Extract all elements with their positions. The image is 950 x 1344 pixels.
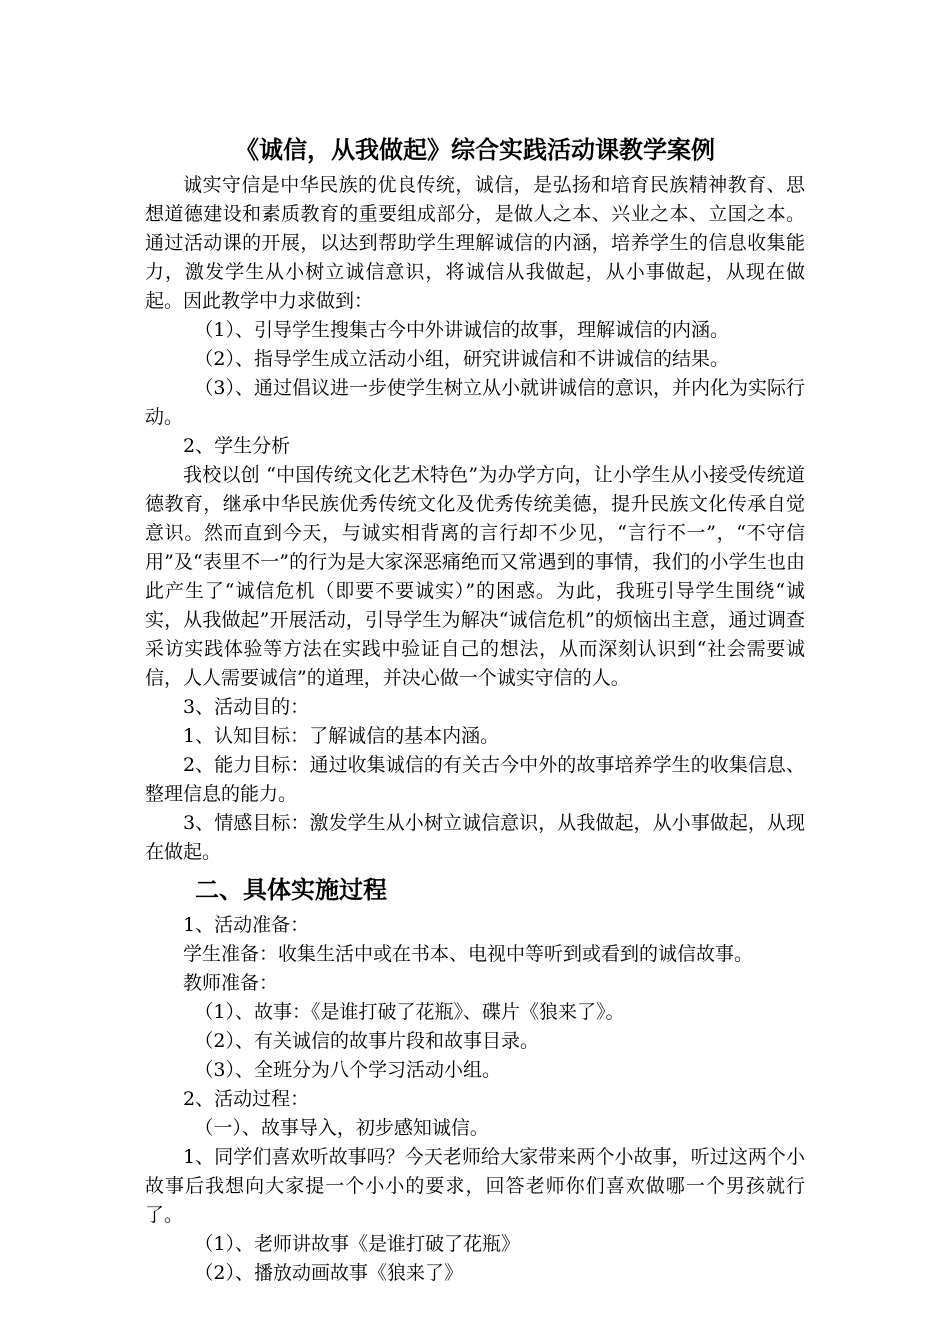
activity-preparation-heading: 1、活动准备： xyxy=(183,914,310,936)
ability-goal: 2、能力目标：通过收集诚信的有关古今中外的故事培养学生的收集信息、整理信息的能力。 xyxy=(145,754,805,805)
objective-item-2: （2）、指导学生成立活动小组，研究讲诚信和不讲诚信的结果。 xyxy=(194,348,729,370)
teacher-preparation-item-3: （3）、全班分为八个学习活动小组。 xyxy=(194,1059,501,1081)
objective-item-3: （3）、通过倡议进一步使学生树立从小就讲诚信的意识，并内化为实际行动。 xyxy=(145,377,805,428)
intro-paragraph: 诚实守信是中华民族的优良传统，诚信，是弘扬和培育民族精神教育、思想道德建设和素质教育的重要组成部分，是做人之本、兴业之本、立国之本。通过活动课的开展，以达到帮助学生理解诚信的内涵，培养学生的信息收集能力，激发学生从小树立诚信意识，将诚信从我做起，从小事做起，从现在做起。因此教学中力求做到： xyxy=(145,174,805,312)
document-title: 《诚信，从我做起》综合实践活动课教学案例 xyxy=(235,136,715,164)
activity-process-heading: 2、活动过程： xyxy=(183,1088,310,1110)
emotional-goal: 3、情感目标：激发学生从小树立诚信意识，从我做起，从小事做起，从现在做起。 xyxy=(145,812,805,863)
activity-goal-heading: 3、活动目的： xyxy=(183,696,310,718)
story-item-2: （2）、播放动画故事《狼来了》 xyxy=(194,1262,463,1284)
process-step-one: （一）、故事导入，初步感知诚信。 xyxy=(194,1117,489,1139)
student-preparation: 学生准备：收集生活中或在书本、电视中等听到或看到的诚信故事。 xyxy=(183,943,754,965)
teacher-preparation-item-1: （1）、故事：《是谁打破了花瓶》、碟片《狼来了》。 xyxy=(194,1001,625,1023)
story-item-1: （1）、老师讲故事《是谁打破了花瓶》 xyxy=(194,1233,520,1255)
objective-item-1: （1）、引导学生搜集古今中外讲诚信的故事，理解诚信的内涵。 xyxy=(194,319,729,341)
student-analysis-paragraph: 我校以创 “中国传统文化艺术特色”为办学方向，让小学生从小接受传统道德教育，继承中华民族优秀传统文化及优秀传统美德，提升民族文化传承自觉意识。然而直到今天，与诚实相背离的言行却不少见，“言行不一”，“不守信用”及“表里不一”的行为是大家深恶痛绝而又常遇到的事情，我们的小学生也由此产生了“诚信危机（即要不要诚实）”的困惑。为此，我班引导学生围绕“诚实，从我做起”开展活动，引导学生为解决“诚信危机”的烦恼出主意，通过调查采访实践体验等方法在实践中验证自己的想法，从而深刻认识到“社会需要诚信，人人需要诚信”的道理，并决心做一个诚实守信的人。 xyxy=(145,464,805,689)
teacher-preparation-heading: 教师准备： xyxy=(183,972,279,994)
story-intro-paragraph: 1、同学们喜欢听故事吗？今天老师给大家带来两个小故事，听过这两个小故事后我想向大家提一个小小的要求，回答老师你们喜欢做哪一个男孩就行了。 xyxy=(145,1146,805,1226)
cognitive-goal: 1、认知目标：了解诚信的基本内涵。 xyxy=(183,725,500,747)
student-analysis-heading: 2、学生分析 xyxy=(183,435,291,457)
section-heading: 二、具体实施过程 xyxy=(195,876,387,904)
teacher-preparation-item-2: （2）、有关诚信的故事片段和故事目录。 xyxy=(194,1030,539,1052)
document-body xyxy=(145,171,805,1288)
